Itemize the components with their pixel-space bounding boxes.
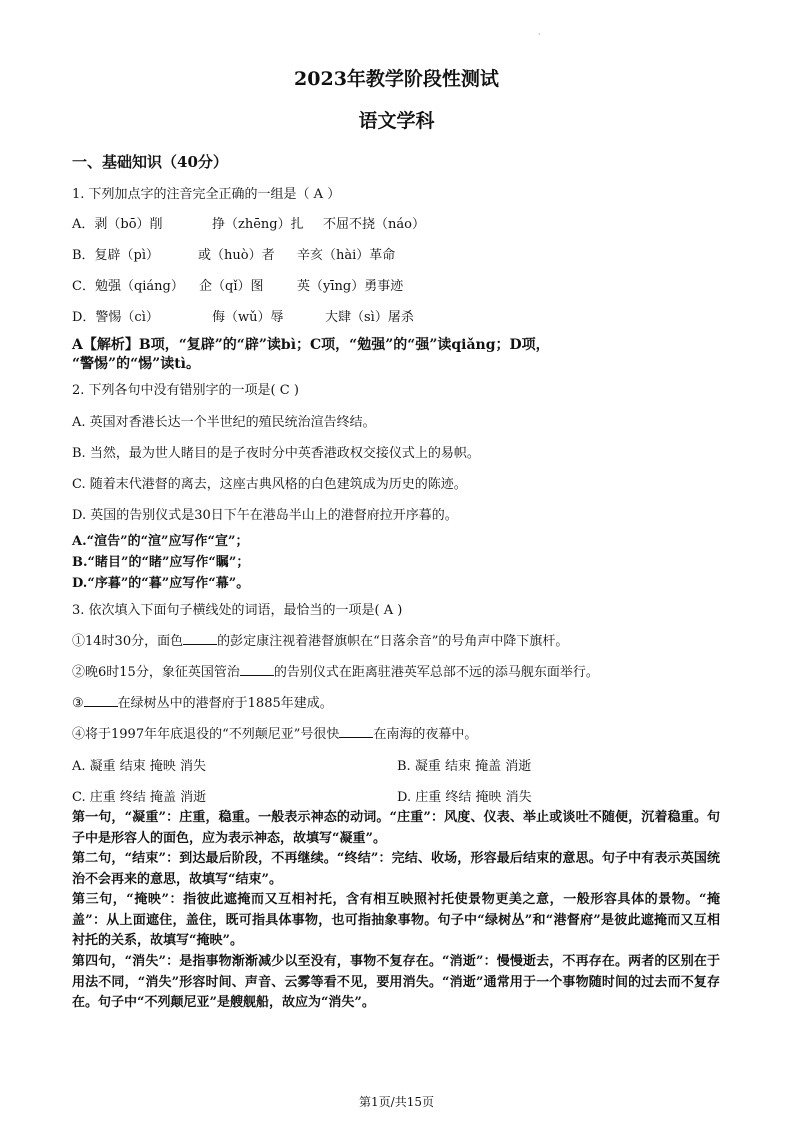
- q3-explanation-4: 第四句，“消失”：是指事物渐渐减少以至没有，事物不复存在。“消逝”：慢慢逝去，不再存在。两者的区别在于用法不同，“消失”形容时间、声音、云雾等看不见，要用消失。“消逝”通常用于一个事物随时间的过去而不复存在。句子中“不列颠尼亚”是艘舰船，故应为“消失”。: [72, 954, 720, 1010]
- q3-explanation-1: 第一句，“凝重”：庄重，稳重。一般表示神态的动词。“庄重”：风度、仪表、举止或谈吐不随便，沉着稳重。句子中是形容人的面色，应为表示神态，故填写“凝重”。: [72, 810, 720, 846]
- q3-sentence-2: [72, 661, 599, 680]
- page-title: 2023年教学阶段性测试: [294, 68, 499, 90]
- q1-analysis-line2: “警惕”的“惕”读tì。: [72, 356, 200, 372]
- q2-answer-a: A.“渲告”的“渲”应写作“宣”；: [72, 534, 249, 549]
- q3-option-a: A. 凝重 结束 掩映 消失: [72, 759, 207, 774]
- q2-option-d: D. 英国的告别仪式是30日下午在港岛半山上的港督府拉开序暮的。: [72, 508, 458, 523]
- q1-option-b-1: B．复辟（pì）: [72, 248, 160, 263]
- page-number: 第1页/共15页: [359, 1095, 434, 1109]
- q1-option-c-1: C．勉强（qiáng）: [72, 279, 184, 294]
- q2-option-a: A. 英国对香港长达一个半世纪的殖民统治渲告终结。: [72, 415, 376, 430]
- q2-answer-b: B.“睹目”的“睹”应写作“瞩”；: [72, 555, 250, 570]
- q3-sentence-4-pre: ④将于1997年年底退役的“不列颠尼亚”号很快: [72, 727, 340, 742]
- fill-blank: [339, 725, 373, 738]
- section-heading: 一、基础知识（40分）: [72, 153, 228, 171]
- page-subtitle: 语文学科: [358, 110, 435, 132]
- q2-answer-d: D.“序暮”的“暮”应写作“幕”。: [72, 576, 250, 591]
- q3-option-d: D. 庄重 终结 掩映 消失: [397, 790, 532, 805]
- q3-sentence-2-pre: ②晚6时15分，象征英国管治: [72, 665, 240, 680]
- q3-sentence-2-post: 的告别仪式在距离驻港英军总部不远的添马舰东面举行。: [273, 665, 599, 680]
- q3-sentence-1-pre: ①14时30分，面色: [72, 634, 184, 649]
- q1-option-d-3: 大肆（sì）屠杀: [325, 310, 414, 325]
- q3-option-b: B. 凝重 结束 掩盖 消逝: [397, 759, 532, 774]
- q1-option-a-1: A．剥（bō）削: [72, 217, 163, 232]
- q1-option-a-3: 不屈不挠（náo）: [323, 217, 425, 232]
- corner-mark: ·: [538, 30, 541, 39]
- q1-option-d-1: D．警惕（cì）: [72, 310, 159, 325]
- q2-stem: 2. 下列各句中没有错别字的一项是( C ): [72, 383, 299, 398]
- fill-blank: [84, 694, 118, 707]
- q2-option-c: C. 随着末代港督的离去，这座古典风格的白色建筑成为历史的陈迹。: [72, 477, 467, 492]
- q1-option-c-2: 企（qǐ）图: [199, 279, 264, 294]
- q3-sentence-1-post: 的彭定康注视着港督旗帜在“日落余音”的号角声中降下旗杆。: [217, 634, 569, 649]
- q1-option-b-2: 或（huò）者: [198, 248, 275, 263]
- q3-sentence-3: [72, 692, 333, 711]
- q1-option-d-2: 侮（wǔ）辱: [212, 310, 284, 325]
- q3-sentence-1: [72, 630, 568, 649]
- q1-option-a-2: 挣（zhēng）扎: [212, 217, 304, 232]
- fill-blank: [183, 632, 217, 645]
- q3-explanation-2: 第二句，“结束”：到达最后阶段，不再继续。“终结”：完结、收场，形容最后结束的意思。句子中有表示英国统治不会再来的意思，故填写“结束”。: [72, 851, 720, 887]
- fill-blank: [240, 663, 274, 676]
- q3-sentence-3-post: 在绿树丛中的港督府于1885年建成。: [117, 696, 333, 711]
- q1-option-c-3: 英（yīng）勇事迹: [297, 279, 404, 294]
- q1-analysis-line1: A【解析】B项，“复辟”的“辟”读bì；C项，“勉强”的“强”读qiǎng；D项，: [72, 337, 550, 353]
- q1-option-b-3: 辛亥（hài）革命: [297, 248, 396, 263]
- q3-option-c: C. 庄重 终结 掩盖 消逝: [72, 790, 207, 805]
- q3-sentence-4-post: 在南海的夜幕中。: [373, 727, 478, 742]
- q1-stem: 1. 下列加点字的注音完全正确的一组是（ A ）: [72, 187, 341, 202]
- q2-option-b: B. 当然，最为世人睹目的是子夜时分中英香港政权交接仪式上的易帜。: [72, 446, 480, 461]
- q3-sentence-4: [72, 723, 477, 742]
- q3-explanation-3: 第三句，“掩映”：指彼此遮掩而又互相衬托，含有相互映照衬托使景物更美之意，一般形容具体的景物。“掩盖”：从上面遮住，盖住，既可指具体事物，也可指抽象事物。句子中“绿树丛”和“港督府”是彼此遮掩而又互相衬托的关系，故填写“掩映”。: [72, 892, 720, 948]
- q3-stem: 3. 依次填入下面句子横线处的词语，最恰当的一项是( A ): [72, 603, 403, 618]
- q3-sentence-3-pre: ③: [72, 696, 84, 711]
